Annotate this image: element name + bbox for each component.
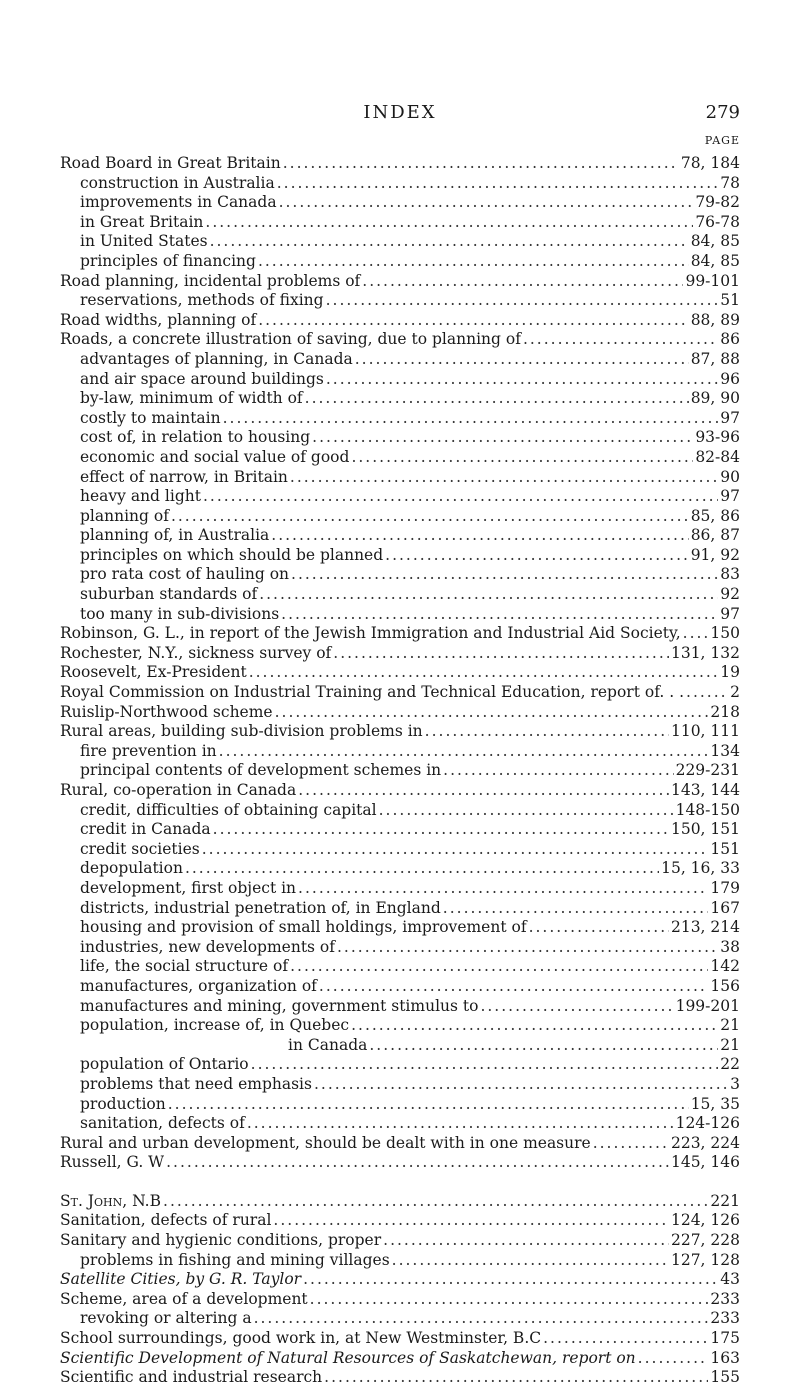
index-pages: 199-201 bbox=[675, 996, 740, 1015]
index-pages: 134 bbox=[710, 741, 740, 760]
index-pages: 142 bbox=[710, 957, 740, 976]
index-term: by-law, minimum of width of bbox=[80, 389, 303, 408]
index-entry bbox=[60, 977, 740, 997]
index-pages: 89, 90 bbox=[690, 389, 740, 408]
index-entry bbox=[60, 1055, 740, 1075]
index-entry bbox=[60, 1075, 740, 1095]
dot-leader bbox=[523, 330, 718, 350]
dot-leader bbox=[254, 1309, 709, 1329]
dot-leader bbox=[351, 448, 693, 468]
dot-leader bbox=[277, 174, 719, 194]
index-pages: 221 bbox=[710, 1191, 740, 1210]
index-pages: 127, 128 bbox=[670, 1250, 740, 1269]
index-entry bbox=[60, 781, 740, 801]
index-pages: 155 bbox=[710, 1368, 740, 1387]
index-entry bbox=[60, 154, 740, 174]
dot-leader bbox=[383, 1231, 669, 1251]
index-entry bbox=[60, 370, 740, 390]
index-pages: 19 bbox=[720, 663, 740, 682]
index-term: depopulation bbox=[80, 859, 183, 878]
dot-leader bbox=[163, 1192, 708, 1212]
index-term: Ruislip-Northwood scheme bbox=[60, 702, 273, 721]
dot-leader bbox=[202, 840, 709, 860]
index-pages: 90 bbox=[720, 467, 740, 486]
index-term: Rural and urban development, should be dealt with in one measure bbox=[60, 1133, 591, 1152]
index-pages: 148-150 bbox=[675, 800, 740, 819]
dot-leader bbox=[443, 899, 709, 919]
index-term: Scientific Development of Natural Resources of Saskatchewan, report on bbox=[60, 1348, 636, 1367]
index-pages: 84, 85 bbox=[690, 251, 740, 270]
dot-leader bbox=[168, 1095, 689, 1115]
index-term: cost of, in relation to housing bbox=[80, 428, 311, 447]
dot-leader bbox=[298, 781, 669, 801]
dot-leader bbox=[305, 389, 689, 409]
index-entry bbox=[60, 448, 740, 468]
dot-leader bbox=[291, 565, 718, 585]
index-pages: 2 bbox=[730, 683, 740, 702]
index-term: manufactures and mining, government stimulus to bbox=[80, 996, 479, 1015]
index-entry bbox=[60, 311, 740, 331]
index-entry bbox=[60, 252, 740, 272]
index-pages: 229-231 bbox=[675, 761, 740, 780]
index-entry bbox=[60, 918, 740, 938]
index-term: reservations, methods of fixing bbox=[80, 291, 324, 310]
index-entry bbox=[60, 330, 740, 350]
dot-leader bbox=[379, 801, 674, 821]
index-pages: 76-78 bbox=[695, 212, 740, 231]
index-pages: 150, 151 bbox=[670, 820, 740, 839]
index-entry bbox=[60, 761, 740, 781]
index-pages: 22 bbox=[720, 1055, 740, 1074]
index-pages: 213, 214 bbox=[670, 918, 740, 937]
index-pages: 145, 146 bbox=[670, 1153, 740, 1172]
index-term: revoking or altering a bbox=[80, 1309, 252, 1328]
dot-leader bbox=[362, 272, 683, 292]
index-term: in Canada bbox=[288, 1035, 368, 1054]
index-term: fire prevention in bbox=[80, 741, 217, 760]
index-pages: 96 bbox=[720, 369, 740, 388]
dot-leader bbox=[259, 585, 718, 605]
index-entry bbox=[60, 585, 740, 605]
index-term: in United States bbox=[80, 232, 208, 251]
index-term: housing and provision of small holdings, improvement of bbox=[80, 918, 527, 937]
index-pages: 87, 88 bbox=[690, 349, 740, 368]
dot-leader bbox=[298, 879, 708, 899]
index-entry bbox=[60, 1290, 740, 1310]
index-pages: 38 bbox=[720, 937, 740, 956]
index-term: population of Ontario bbox=[80, 1055, 249, 1074]
index-entry bbox=[60, 193, 740, 213]
index-pages: 124, 126 bbox=[670, 1211, 740, 1230]
index-term: Rural, co-operation in Canada bbox=[60, 781, 297, 799]
index-pages: 151 bbox=[710, 839, 740, 858]
index-pages: 86, 87 bbox=[690, 526, 740, 545]
index-term: pro rata cost of hauling on bbox=[80, 565, 290, 584]
index-pages: 78 bbox=[720, 173, 740, 192]
index-pages: 233 bbox=[710, 1309, 740, 1328]
dot-leader bbox=[593, 1134, 669, 1154]
index-term: principles of financing bbox=[80, 251, 256, 270]
dot-leader bbox=[369, 1036, 718, 1056]
index-pages: 175 bbox=[710, 1329, 740, 1348]
index-pages: 85, 86 bbox=[690, 506, 740, 525]
index-entry bbox=[60, 291, 740, 311]
index-pages: 97 bbox=[720, 604, 740, 623]
index-term: School surroundings, good work in, at New Westminster, B.C bbox=[60, 1329, 542, 1348]
index-term: manufactures, organization of bbox=[80, 976, 317, 995]
dot-leader bbox=[314, 1075, 728, 1095]
dot-leader bbox=[326, 291, 719, 311]
page-column-label: PAGE bbox=[704, 134, 740, 147]
index-pages: 21 bbox=[720, 1016, 740, 1035]
index-term: sanitation, defects of bbox=[80, 1114, 245, 1133]
index-term: Road Board in Great Britain bbox=[60, 154, 281, 172]
index-term: principal contents of development schemes in bbox=[80, 761, 442, 780]
index-pages: 124-126 bbox=[675, 1114, 740, 1133]
index-term: in Great Britain bbox=[80, 212, 204, 231]
index-term: Roads, a concrete illustration of saving, due to planning of bbox=[60, 330, 521, 349]
index-entry bbox=[60, 683, 740, 703]
index-pages: 143, 144 bbox=[670, 781, 740, 799]
index-pages: 233 bbox=[710, 1289, 740, 1308]
dot-leader bbox=[326, 370, 718, 390]
dot-leader bbox=[385, 546, 689, 566]
dot-leader bbox=[258, 252, 689, 272]
dot-leader bbox=[279, 193, 694, 213]
index-entry bbox=[60, 957, 740, 977]
dot-leader bbox=[686, 683, 728, 703]
index-pages: 131, 132 bbox=[670, 643, 740, 662]
page-number: 279 bbox=[705, 102, 740, 123]
dot-leader bbox=[271, 526, 688, 546]
index-entry bbox=[60, 1211, 740, 1231]
dot-leader bbox=[324, 1368, 708, 1388]
index-term: heavy and light bbox=[80, 487, 201, 506]
dot-leader bbox=[210, 232, 689, 252]
index-pages: 93-96 bbox=[695, 428, 740, 447]
index-pages: 99-101 bbox=[685, 271, 740, 290]
index-pages: 163 bbox=[710, 1348, 740, 1367]
index-pages: 21 bbox=[720, 1035, 740, 1054]
index-entry bbox=[60, 703, 740, 723]
index-term: credit, difficulties of obtaining capital bbox=[80, 800, 377, 819]
index-entry bbox=[60, 624, 740, 644]
index-pages: 3 bbox=[730, 1074, 740, 1093]
index-pages: 79-82 bbox=[695, 193, 740, 212]
dot-leader bbox=[251, 1055, 719, 1075]
index-entry bbox=[60, 605, 740, 625]
index-term: Sanitation, defects of rural bbox=[60, 1211, 272, 1230]
index-entry bbox=[60, 899, 740, 919]
index-pages: 88, 89 bbox=[690, 310, 740, 329]
dot-leader bbox=[213, 820, 669, 840]
index-term: too many in sub-divisions bbox=[80, 604, 280, 623]
index-term: advantages of planning, in Canada bbox=[80, 349, 353, 368]
index-pages: 86 bbox=[720, 330, 740, 349]
dot-leader bbox=[171, 507, 689, 527]
dot-leader bbox=[355, 350, 689, 370]
dot-leader bbox=[185, 859, 659, 879]
index-entry bbox=[60, 801, 740, 821]
index-term: principles on which should be planned bbox=[80, 545, 384, 564]
index-pages: 218 bbox=[710, 702, 740, 721]
index-entry bbox=[60, 1349, 740, 1369]
index-pages: 223, 224 bbox=[670, 1133, 740, 1152]
dot-leader bbox=[638, 1349, 709, 1369]
index-pages: 82-84 bbox=[695, 447, 740, 466]
index-entry bbox=[60, 1251, 740, 1271]
index-entry bbox=[60, 468, 740, 488]
index-entry bbox=[60, 1231, 740, 1251]
index-pages: 156 bbox=[710, 976, 740, 995]
index-entry bbox=[60, 1134, 740, 1154]
index-term: districts, industrial penetration of, in England bbox=[80, 898, 441, 917]
index-pages: 227, 228 bbox=[670, 1231, 740, 1250]
dot-leader bbox=[205, 213, 693, 233]
dot-leader bbox=[166, 1153, 669, 1173]
index-term: problems that need emphasis bbox=[80, 1074, 312, 1093]
index-term: Rochester, N.Y., sickness survey of bbox=[60, 643, 332, 662]
dot-leader bbox=[480, 997, 673, 1017]
index-pages: 179 bbox=[710, 878, 740, 897]
index-term: problems in fishing and mining villages bbox=[80, 1250, 390, 1269]
index-pages: 51 bbox=[720, 291, 740, 310]
running-title: INDEX bbox=[363, 102, 437, 123]
index-term: planning of, in Australia bbox=[80, 526, 270, 545]
index-term: development, first object in bbox=[80, 878, 297, 897]
index-entry bbox=[60, 507, 740, 527]
index-pages: 110, 111 bbox=[670, 722, 740, 741]
index-entry bbox=[60, 565, 740, 585]
index-term: suburban standards of bbox=[80, 585, 258, 604]
index-term: credit in Canada bbox=[80, 820, 211, 839]
index-term: Roosevelt, Ex-President bbox=[60, 663, 247, 682]
dot-leader bbox=[247, 1114, 674, 1134]
dot-leader bbox=[223, 409, 719, 429]
page-header bbox=[60, 98, 740, 128]
index-entry bbox=[60, 742, 740, 762]
index-entry bbox=[60, 1270, 740, 1290]
index-pages: 92 bbox=[720, 585, 740, 604]
index-term: Sanitary and hygienic conditions, proper bbox=[60, 1231, 382, 1250]
index-pages: 43 bbox=[720, 1270, 740, 1289]
index-entry bbox=[60, 879, 740, 899]
index-term: population, increase of, in Quebec bbox=[80, 1016, 350, 1035]
dot-leader bbox=[258, 311, 688, 331]
index-entry bbox=[60, 644, 740, 664]
index-term: economic and social value of good bbox=[80, 447, 350, 466]
index-term: St. John, N.B bbox=[60, 1191, 162, 1210]
dot-leader bbox=[203, 487, 718, 507]
index-term: Rural areas, building sub-division problems in bbox=[60, 722, 423, 741]
index-pages: 91, 92 bbox=[690, 545, 740, 564]
index-entry bbox=[60, 409, 740, 429]
index-pages: 167 bbox=[710, 898, 740, 917]
index-term: effect of narrow, in Britain bbox=[80, 467, 288, 486]
index-term: Scientific and industrial research bbox=[60, 1368, 323, 1387]
index-entry bbox=[60, 820, 740, 840]
dot-leader bbox=[392, 1251, 669, 1271]
dot-leader bbox=[319, 977, 708, 997]
dot-leader bbox=[683, 624, 709, 644]
index-entry bbox=[60, 526, 740, 546]
index-entry bbox=[60, 1368, 740, 1388]
index-term: and air space around buildings bbox=[80, 369, 324, 388]
dot-leader bbox=[290, 957, 708, 977]
index-pages: 15, 16, 33 bbox=[661, 859, 740, 878]
index-entry bbox=[60, 1016, 740, 1036]
dot-leader bbox=[351, 1016, 718, 1036]
dot-leader bbox=[249, 663, 719, 683]
index-entry bbox=[60, 722, 740, 742]
dot-leader bbox=[281, 605, 718, 625]
dot-leader bbox=[529, 918, 669, 938]
index-entry bbox=[60, 272, 740, 292]
index-term: life, the social structure of bbox=[80, 957, 289, 976]
index-entry bbox=[60, 1309, 740, 1329]
index-term: Royal Commission on Industrial Training and Technical Education, report of. . . bbox=[60, 683, 685, 702]
index-entry bbox=[60, 428, 740, 448]
index-entry bbox=[60, 487, 740, 507]
index-term: Russell, G. W bbox=[60, 1153, 165, 1172]
dot-leader bbox=[312, 428, 693, 448]
dot-leader bbox=[275, 703, 709, 723]
index-entry bbox=[60, 840, 740, 860]
index-entry bbox=[60, 1114, 740, 1134]
index-pages: 84, 85 bbox=[690, 232, 740, 251]
index-entry bbox=[60, 350, 740, 370]
dot-leader bbox=[303, 1270, 718, 1290]
index-entry bbox=[60, 1153, 740, 1173]
index-entry bbox=[60, 174, 740, 194]
index-entry bbox=[60, 213, 740, 233]
index-term: Road planning, incidental problems of bbox=[60, 271, 361, 290]
index-entry bbox=[60, 232, 740, 252]
index-term: planning of bbox=[80, 506, 169, 525]
index-term: production bbox=[80, 1094, 166, 1113]
index-entries bbox=[60, 154, 740, 1388]
index-pages: 150 bbox=[710, 624, 740, 643]
index-entry bbox=[60, 546, 740, 566]
dot-leader bbox=[337, 938, 718, 958]
dot-leader bbox=[290, 468, 718, 488]
index-entry bbox=[60, 1192, 740, 1212]
index-entry bbox=[60, 663, 740, 683]
index-pages: 83 bbox=[720, 565, 740, 584]
index-pages: 97 bbox=[720, 408, 740, 427]
index-entry bbox=[60, 997, 740, 1017]
index-term: improvements in Canada bbox=[80, 193, 277, 212]
index-pages: 78, 184 bbox=[680, 154, 740, 172]
index-term: industries, new developments of bbox=[80, 937, 335, 956]
index-entry bbox=[60, 389, 740, 409]
index-term: Satellite Cities, by G. R. Taylor bbox=[60, 1270, 302, 1289]
dot-leader bbox=[283, 154, 679, 174]
dot-leader bbox=[219, 742, 709, 762]
index-pages: 15, 35 bbox=[690, 1094, 740, 1113]
dot-leader bbox=[310, 1290, 709, 1310]
index-term: construction in Australia bbox=[80, 173, 275, 192]
index-pages: 97 bbox=[720, 487, 740, 506]
dot-leader bbox=[273, 1211, 669, 1231]
index-entry bbox=[60, 938, 740, 958]
index-term: credit societies bbox=[80, 839, 200, 858]
index-term: Road widths, planning of bbox=[60, 310, 257, 329]
index-entry bbox=[60, 859, 740, 879]
dot-leader bbox=[443, 761, 673, 781]
index-term: costly to maintain bbox=[80, 408, 221, 427]
dot-leader bbox=[425, 722, 669, 742]
index-entry bbox=[60, 1036, 740, 1056]
index-term: Scheme, area of a development bbox=[60, 1289, 308, 1308]
index-term: Robinson, G. L., in report of the Jewish Immigration and Industrial Aid Society, bbox=[60, 624, 681, 643]
dot-leader bbox=[333, 644, 669, 664]
index-entry bbox=[60, 1095, 740, 1115]
